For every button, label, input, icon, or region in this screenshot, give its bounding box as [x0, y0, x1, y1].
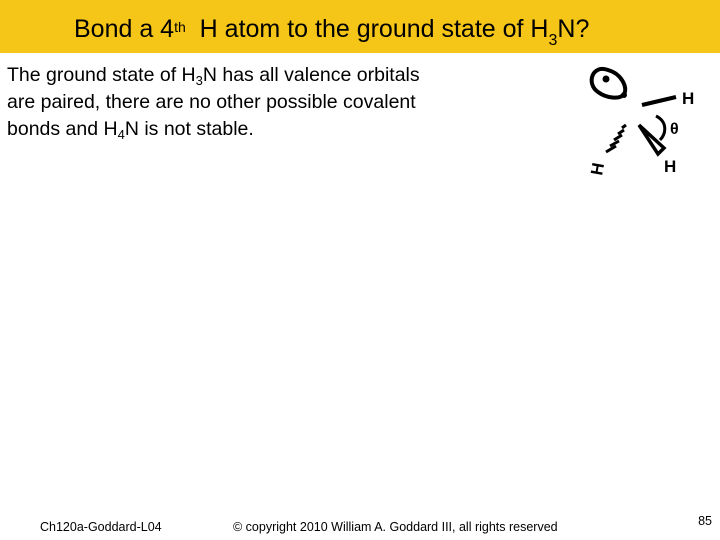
atom-label-h: H	[664, 157, 677, 176]
title-text: H atom to the ground state of H	[185, 15, 549, 43]
lone-pair-lobe	[592, 69, 626, 98]
body-paragraph	[7, 62, 547, 143]
dashed-bond	[606, 125, 626, 152]
atom-label-h: H	[682, 89, 695, 108]
atom-label-h: H	[587, 161, 609, 177]
slide-title	[74, 14, 590, 49]
bond-line	[642, 97, 676, 105]
orbital-dot	[621, 92, 627, 98]
footer-course: Ch120a-Goddard-L04	[40, 520, 162, 534]
page-number: 85	[698, 514, 712, 528]
angle-arc	[656, 116, 665, 140]
title-text: N?	[557, 15, 590, 43]
orbital-dot	[603, 76, 610, 83]
title-subscript: 3	[548, 32, 558, 49]
title-text: Bond a 4	[74, 15, 175, 43]
body-line: are paired, there are no other possible covalent	[7, 91, 416, 113]
footer-copyright: © copyright 2010 William A. Goddard III, all rights reserved	[233, 520, 558, 534]
body-line: bonds and $H_4N$ is not stable.	[7, 118, 254, 142]
nh3-orbital-diagram	[578, 50, 708, 190]
angle-label-theta: θ	[670, 121, 679, 138]
title-bar	[0, 0, 720, 53]
title-superscript: th	[174, 19, 186, 35]
body-line: The ground state of $H_3N$ has all valence orbitals	[7, 64, 420, 88]
